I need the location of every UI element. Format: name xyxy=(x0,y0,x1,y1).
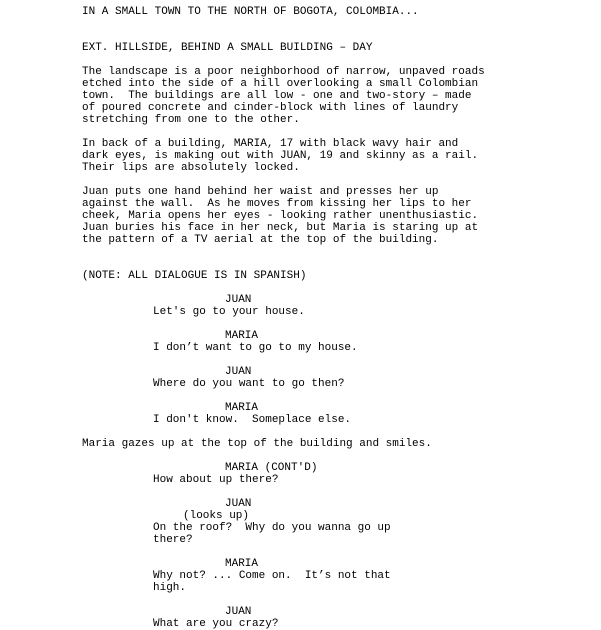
character-name: JUAN xyxy=(225,366,252,378)
action-line: cheek, Maria opens her eyes - looking rather unenthusiastic. xyxy=(82,210,479,222)
action-line: etched into the side of a hill overlooking a small Colombian xyxy=(82,78,479,90)
action-line: dark eyes, is making out with JUAN, 19 and skinny as a rail. xyxy=(82,150,479,162)
dialogue-line: high. xyxy=(153,582,187,594)
dialogue-line: there? xyxy=(153,534,193,546)
dialogue-line: I don’t want to go to my house. xyxy=(153,342,358,354)
action-line: Juan puts one hand behind her waist and presses her up xyxy=(82,186,439,198)
character-name: JUAN xyxy=(225,498,252,510)
action-line: stretching from one to the other. xyxy=(82,114,300,126)
action-line: Their lips are absolutely locked. xyxy=(82,162,300,174)
action-line: The landscape is a poor neighborhood of narrow, unpaved roads xyxy=(82,66,485,78)
dialogue-line: How about up there? xyxy=(153,474,279,486)
scene-heading: EXT. HILLSIDE, BEHIND A SMALL BUILDING – DAY xyxy=(82,42,373,54)
action-line: town. The buildings are all low - one and two-story – made xyxy=(82,90,472,102)
action-line: Juan buries his face in her neck, but Maria is staring up at xyxy=(82,222,479,234)
character-name: JUAN xyxy=(225,294,252,306)
dialogue-line: What are you crazy? xyxy=(153,618,279,630)
character-name: MARIA (CONT'D) xyxy=(225,462,318,474)
dialogue-line: On the roof? Why do you wanna go up xyxy=(153,522,391,534)
dialogue-note: (NOTE: ALL DIALOGUE IS IN SPANISH) xyxy=(82,270,307,282)
dialogue-line: Why not? ... Come on. It’s not that xyxy=(153,570,391,582)
superimpose-text: IN A SMALL TOWN TO THE NORTH OF BOGOTA, COLOMBIA... xyxy=(82,6,419,18)
action-line: of poured concrete and cinder-block with lines of laundry xyxy=(82,102,459,114)
dialogue-line: I don't know. Someplace else. xyxy=(153,414,352,426)
action-line: In back of a building, MARIA, 17 with black wavy hair and xyxy=(82,138,459,150)
character-name: MARIA xyxy=(225,558,259,570)
dialogue-line: Let's go to your house. xyxy=(153,306,305,318)
dialogue-line: Where do you want to go then? xyxy=(153,378,345,390)
character-name: JUAN xyxy=(225,606,252,618)
action-line: against the wall. As he moves from kissing her lips to her xyxy=(82,198,472,210)
action-line: Maria gazes up at the top of the building and smiles. xyxy=(82,438,432,450)
parenthetical: (looks up) xyxy=(183,510,250,522)
character-name: MARIA xyxy=(225,402,259,414)
action-line: the pattern of a TV aerial at the top of the building. xyxy=(82,234,439,246)
character-name: MARIA xyxy=(225,330,259,342)
